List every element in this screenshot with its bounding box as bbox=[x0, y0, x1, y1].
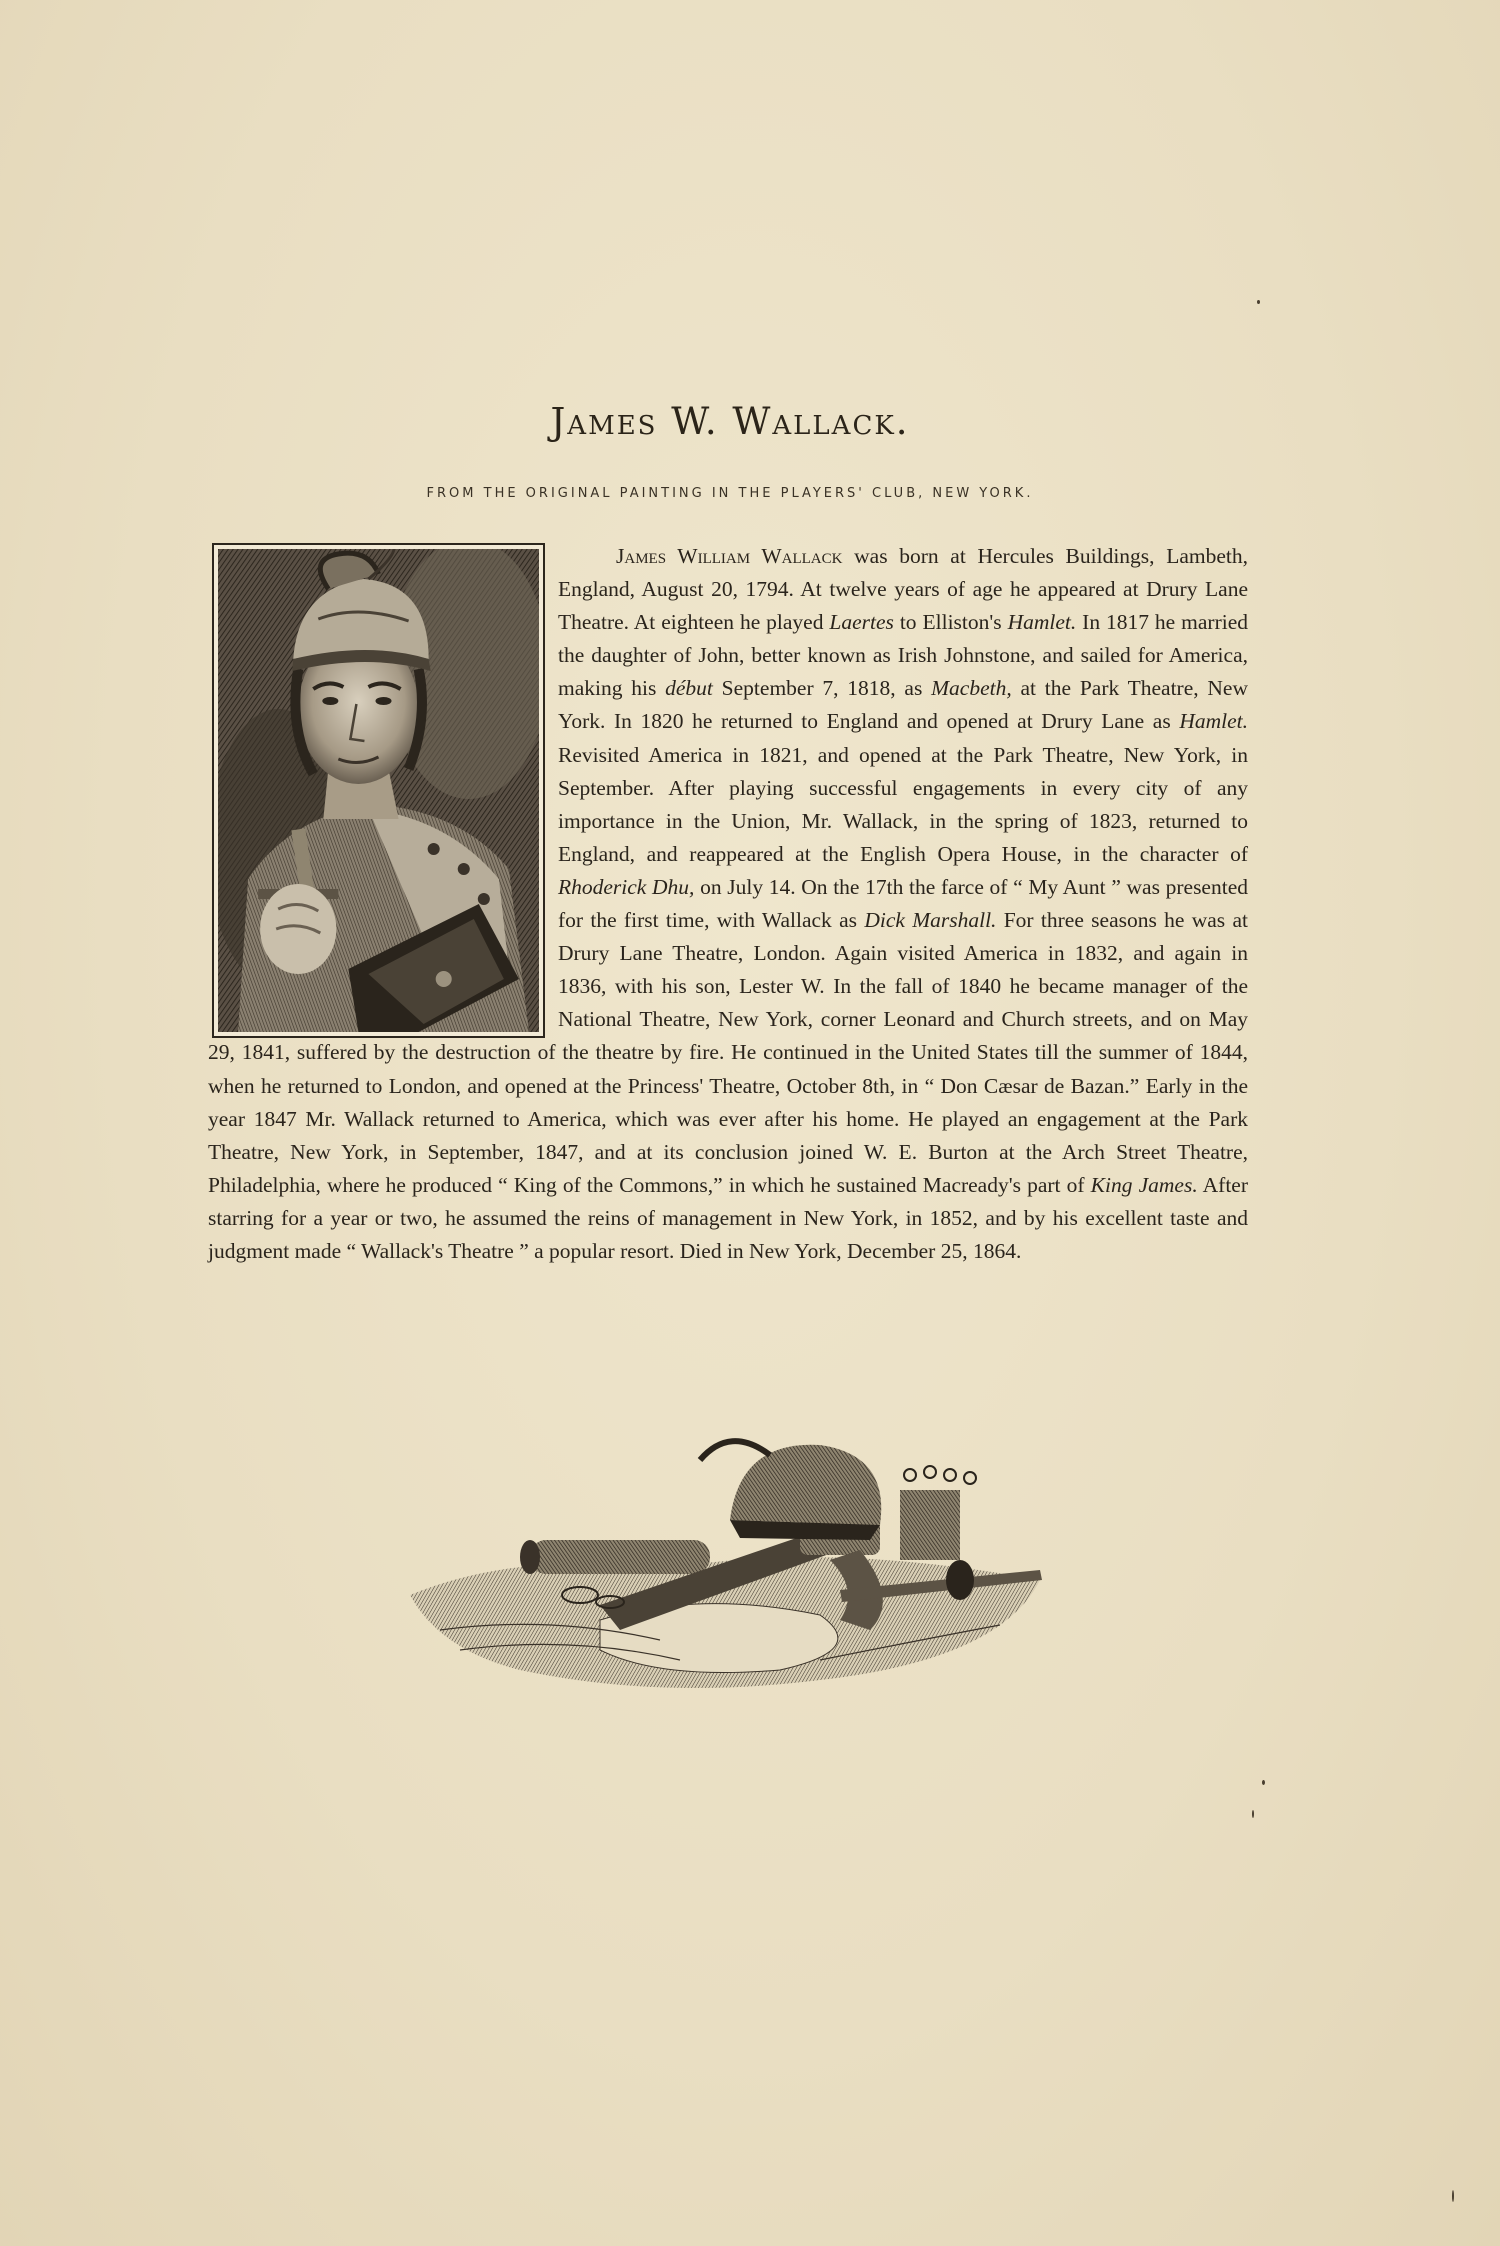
biography-text-run: For three seasons he was at Drury Lane Theatre, London. Again visited America in 1832, and again in 1836, with his son, Lester W. In the fall of 1840 he became manager of the National Theatre, New York, corner Leonard and Church streets, and on May 29, 1841, suffered by the destruction of the theatre by fire. He continued in the United States till the summer of 1844, when he returned to London, and opened at the Princess' Theatre, October 8th, in “ Don Cæsar de Bazan.” Early in the year 1847 Mr. Wallack returned to America, which was ever after his home. He played an engagement at the Park Theatre, New York, in September, 1847, and at its conclusion joined W. E. Burton at the Arch Street Theatre, Philadelphia, where he produced “ King of the Commons,” in which he sustained Macready's part of bbox=[208, 908, 1248, 1197]
biography-text-run: In 1817 he married the daughter of John, better known as Irish Johnstone, and sailed for America, making his bbox=[558, 610, 1249, 701]
biography-lead: James William Wallack bbox=[616, 544, 843, 568]
page-title: James W. Wallack. bbox=[550, 400, 910, 443]
biography-italic-text: Hamlet. bbox=[1179, 709, 1248, 734]
biography-text-run: on July 14. On the 17th the farce of “ My Aunt ” was presented for the first time, with Wallack as bbox=[558, 874, 1248, 933]
biography-text-run: Revisited America in 1821, and opened at the Park Theatre, New York, in September. After playing successful engagements in every city of any importance in the Union, Mr. Wallack, in the spring of 1823, returned to England, and reappeared at the English Opera House, in the character of bbox=[558, 742, 1248, 866]
biography-text bbox=[208, 540, 1248, 1268]
biography-text-run: September 7, 1818, as bbox=[712, 676, 932, 701]
biography-italic-text: Rhoderick Dhu, bbox=[558, 874, 695, 899]
still-life-vignette bbox=[400, 1430, 1060, 1730]
page-subtitle: FROM THE ORIGINAL PAINTING IN THE PLAYERS' CLUB, NEW YORK. bbox=[426, 486, 1034, 501]
biography-italic-text: Hamlet. bbox=[1007, 610, 1077, 635]
paper-speck bbox=[1262, 1780, 1265, 1785]
vignette-illustration bbox=[400, 1430, 1060, 1730]
biography-italic-text: King James. bbox=[1090, 1172, 1198, 1197]
biography-italic-text: Macbeth, bbox=[931, 676, 1012, 701]
biography-text-run: at the Park Theatre, New York. In 1820 he returned to England and opened at Drury Lane as bbox=[558, 676, 1248, 734]
biography-text-run: was born at Hercules Buildings, Lambeth, England, August 20, 1794. At twelve years of age he appeared at Drury Lane Theatre. At eighteen he played bbox=[558, 544, 1248, 635]
biography-italic-text: Laertes bbox=[829, 610, 894, 635]
biography-italic-text: début bbox=[665, 676, 713, 701]
biography-text-run: After starring for a year or two, he assumed the reins of management in New York, in 1852, and by his excellent taste and judgment made “ Wallack's Theatre ” a popular resort. Died in New York, December 25, 1864. bbox=[208, 1172, 1248, 1263]
paper-speck bbox=[1257, 300, 1260, 304]
biography-italic-text: Dick Marshall. bbox=[864, 908, 997, 933]
paper-speck bbox=[1452, 2190, 1454, 2202]
portrait-spacer bbox=[208, 540, 558, 1035]
paper-speck bbox=[1252, 1810, 1254, 1818]
biography-text-run: to Elliston's bbox=[893, 610, 1008, 635]
